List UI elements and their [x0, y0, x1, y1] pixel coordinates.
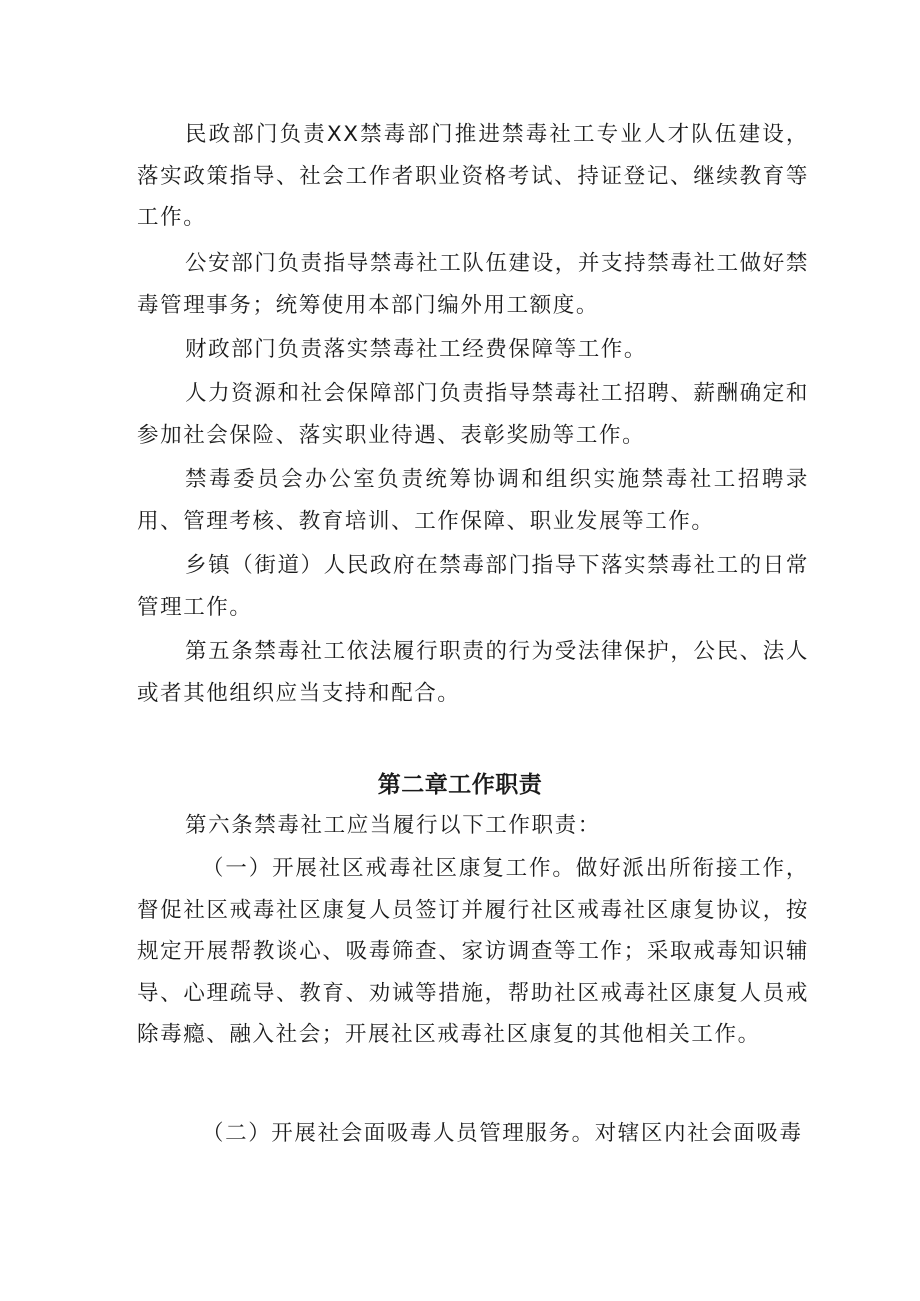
paragraph-township-government: 乡镇（街道）人民政府在禁毒部门指导下落实禁毒社工的日常管理工作。: [137, 553, 809, 620]
paragraph-narcotics-office: 禁毒委员会办公室负责统筹协调和组织实施禁毒社工招聘录用、管理考核、教育培训、工作保障、职业发展等工作。: [137, 467, 809, 534]
paragraph-human-resources: 人力资源和社会保障部门负责指导禁毒社工招聘、薪酬确定和参加社会保险、落实职业待遇、表彰奖励等工作。: [137, 381, 809, 448]
paragraph-article-six: 第六条禁毒社工应当履行以下工作职责：: [185, 813, 601, 838]
paragraph-item-one: （一）开展社区戒毒社区康复工作。做好派出所衔接工作，督促社区戒毒社区康复人员签订并履行社区戒毒社区康复协议，按规定开展帮教谈心、吸毒筛查、家访调查等工作；采取戒毒知识辅导、心理疏导、教育、劝诫等措施，帮助社区戒毒社区康复人员戒除毒瘾、融入社会；开展社区戒毒社区康复的其他相关工作。: [137, 856, 809, 1047]
paragraph-public-security: 公安部门负责指导禁毒社工队伍建设，并支持禁毒社工做好禁毒管理事务；统筹使用本部门编外用工额度。: [137, 251, 809, 318]
paragraph-article-five: 第五条禁毒社工依法履行职责的行为受法律保护，公民、法人或者其他组织应当支持和配合。: [137, 639, 809, 706]
chapter-heading: 第二章工作职责: [377, 772, 543, 798]
paragraph-finance: 财政部门负责落实禁毒社工经费保障等工作。: [185, 337, 648, 362]
paragraph-civil-affairs: 民政部门负责XX禁毒部门推进禁毒社工专业人才队伍建设，落实政策指导、社会工作者职业资格考试、持证登记、继续教育等工作。: [137, 122, 809, 230]
paragraph-item-two: （二）开展社会面吸毒人员管理服务。对辖区内社会面吸毒: [202, 1121, 803, 1146]
